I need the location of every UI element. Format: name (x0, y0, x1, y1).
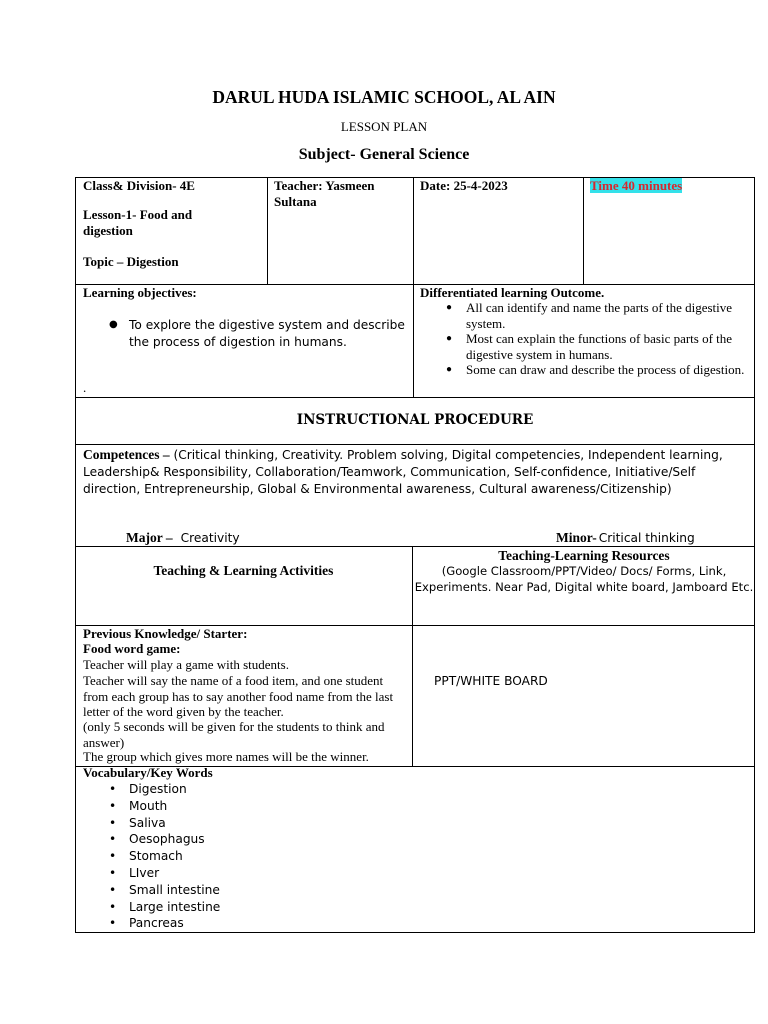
document-type: LESSON PLAN (340, 119, 428, 134)
list-item: ● Most can explain the functions of basic parts of the digestive system in humans. (442, 331, 747, 362)
starter-resource: PPT/WHITE BOARD (434, 674, 548, 688)
list-item: • Small intestine (83, 882, 383, 899)
competences-text (83, 446, 748, 498)
list-item: • Stomach (83, 848, 383, 865)
list-item: ● To explore the digestive system and describe the process of digestion in humans. (105, 317, 405, 350)
starter-line: Teacher will play a game with students. (83, 657, 289, 672)
topic: Topic – Digestion (83, 254, 179, 269)
list-item: • Digestion (83, 781, 383, 798)
lesson-title: Lesson-1- Food and digestion (83, 207, 193, 238)
competences-label: Competences – (83, 447, 170, 462)
list-item: ● Some can draw and describe the process of digestion. (442, 362, 747, 378)
starter-line: Teacher will say the name of a food item, and one student from each group has to say another food name from the last letter of the word given by the teacher. (83, 673, 394, 719)
objectives-list (105, 317, 405, 350)
teacher-name: Teacher: Yasmeen Sultana (274, 178, 375, 209)
list-item: • Saliva (83, 815, 383, 832)
list-item: • Mouth (83, 798, 383, 815)
major-competence: Major – Creativity (126, 530, 240, 545)
procedure-heading: INSTRUCTIONAL PROCEDURE (296, 412, 534, 428)
lesson-date: Date: 25-4-2023 (420, 178, 508, 193)
list-item: • Large intestine (83, 899, 383, 916)
subject-title: Subject- General Science (298, 146, 470, 163)
list-item: • Pancreas (83, 915, 383, 932)
starter-heading: Previous Knowledge/ Starter: (83, 626, 248, 641)
vocabulary-list (83, 781, 383, 932)
class-division: Class& Division- 4E (83, 178, 195, 193)
list-item: • Oesophagus (83, 831, 383, 848)
trailing-mark: . (83, 380, 87, 395)
list-item: • LIver (83, 865, 383, 882)
minor-competence: Minor- Critical thinking (556, 530, 695, 545)
time-highlight: Time 40 minutes (590, 178, 683, 193)
objectives-heading: Learning objectives: (83, 285, 197, 300)
resources-heading: Teaching-Learning Resources (498, 548, 670, 563)
lesson-time (590, 178, 682, 194)
starter-line: (only 5 seconds will be given for the students to think and answer) (83, 719, 385, 750)
school-name: DARUL HUDA ISLAMIC SCHOOL, AL AIN (212, 87, 556, 107)
game-title: Food word game: (83, 641, 181, 656)
outcome-heading: Differentiated learning Outcome. (420, 285, 605, 300)
competences-list: (Critical thinking, Creativity. Problem solving, Digital competencies, Independent learning, Leadership& Responsibility, Collaboration/Teamwork, Communication, Self-confidence, Initiative/Self direction, Entrepreneurship, Global & Environmental awareness, Cultural awareness/Citizenship) (83, 448, 723, 496)
vocabulary-heading: Vocabulary/Key Words (83, 765, 213, 780)
list-item: ● All can identify and name the parts of the digestive system. (442, 300, 747, 331)
resources-text: (Google Classroom/PPT/Video/ Docs/ Forms, Link, Experiments. Near Pad, Digital white board, Jamboard Etc. (414, 564, 754, 594)
starter-line: The group which gives more names will be the winner. (83, 749, 369, 764)
activities-heading: Teaching & Learning Activities (153, 563, 334, 578)
outcome-list (442, 300, 747, 378)
